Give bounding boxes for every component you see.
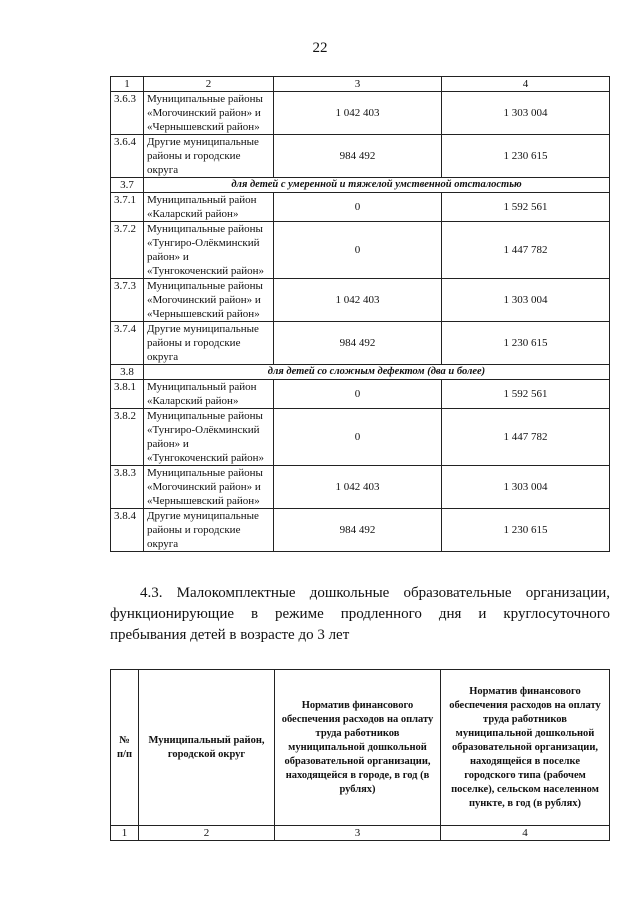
row-code: 3.6.4 [111, 135, 144, 178]
row-code: 3.8.2 [111, 409, 144, 466]
row-city-value: 0 [274, 222, 442, 279]
section-code: 3.8 [111, 365, 144, 380]
row-district-name: Муниципальные районы «Могочинский район» и «Чернышевский район» [144, 466, 274, 509]
row-rural-value: 1 303 004 [442, 466, 610, 509]
section-row [111, 365, 610, 380]
row-rural-value: 1 230 615 [442, 135, 610, 178]
row-city-value: 984 492 [274, 509, 442, 552]
row-district-name: Муниципальные районы «Могочинский район» и «Чернышевский район» [144, 279, 274, 322]
header-row [111, 670, 610, 826]
row-code: 3.8.3 [111, 466, 144, 509]
row-code: 3.8.4 [111, 509, 144, 552]
column-number-row [111, 826, 610, 841]
row-city-value: 0 [274, 409, 442, 466]
column-number: 1 [111, 826, 139, 841]
header-city-normative: Норматив финансового обеспечения расходов на оплату труда работников муниципальной дошкольной образовательной организации, находящейся в городе, в год (в рублях) [275, 670, 441, 826]
row-rural-value: 1 592 561 [442, 193, 610, 222]
header-number: № п/п [111, 670, 139, 826]
table-row [111, 222, 610, 279]
small-schools-table [110, 669, 610, 841]
row-district-name: Муниципальные районы «Могочинский район» и «Чернышевский район» [144, 92, 274, 135]
section-title: для детей с умеренной и тяжелой умственной отсталостью [144, 178, 610, 193]
row-city-value: 984 492 [274, 135, 442, 178]
row-code: 3.7.4 [111, 322, 144, 365]
table-row [111, 279, 610, 322]
column-number: 1 [111, 77, 144, 92]
section-title: для детей со сложным дефектом (два и более) [144, 365, 610, 380]
column-number: 4 [441, 826, 610, 841]
row-rural-value: 1 592 561 [442, 380, 610, 409]
row-district-name: Другие муниципальные районы и городские округа [144, 322, 274, 365]
table-row [111, 409, 610, 466]
table-row [111, 466, 610, 509]
row-city-value: 984 492 [274, 322, 442, 365]
normative-table [110, 76, 610, 552]
row-code: 3.7.2 [111, 222, 144, 279]
section-row [111, 178, 610, 193]
row-city-value: 0 [274, 193, 442, 222]
column-number: 4 [442, 77, 610, 92]
column-number: 3 [275, 826, 441, 841]
table-row [111, 322, 610, 365]
row-code: 3.6.3 [111, 92, 144, 135]
column-number: 2 [139, 826, 275, 841]
row-city-value: 0 [274, 380, 442, 409]
row-district-name: Муниципальный район «Каларский район» [144, 193, 274, 222]
table-row [111, 193, 610, 222]
row-city-value: 1 042 403 [274, 466, 442, 509]
column-number-row [111, 77, 610, 92]
row-rural-value: 1 303 004 [442, 279, 610, 322]
column-number: 3 [274, 77, 442, 92]
row-code: 3.7.3 [111, 279, 144, 322]
section-paragraph [110, 583, 610, 646]
section-code: 3.7 [111, 178, 144, 193]
row-city-value: 1 042 403 [274, 279, 442, 322]
row-rural-value: 1 447 782 [442, 409, 610, 466]
row-code: 3.8.1 [111, 380, 144, 409]
table-row [111, 135, 610, 178]
row-rural-value: 1 447 782 [442, 222, 610, 279]
column-number: 2 [144, 77, 274, 92]
header-district: Муниципальный район, городской округ [139, 670, 275, 826]
row-district-name: Муниципальные районы «Тунгиро-Олёкминский район» и «Тунгокоченский район» [144, 409, 274, 466]
row-district-name: Муниципальные районы «Тунгиро-Олёкминский район» и «Тунгокоченский район» [144, 222, 274, 279]
table-row [111, 380, 610, 409]
header-rural-normative: Норматив финансового обеспечения расходов на оплату труда работников муниципальной дошкольной образовательной организации, находящейся в поселке городского типа (рабочем поселке), сельском населенном пункте, в год (в рублях) [441, 670, 610, 826]
table-row [111, 92, 610, 135]
row-rural-value: 1 230 615 [442, 509, 610, 552]
row-rural-value: 1 303 004 [442, 92, 610, 135]
row-code: 3.7.1 [111, 193, 144, 222]
page-number: 22 [312, 40, 328, 56]
row-rural-value: 1 230 615 [442, 322, 610, 365]
paragraph-text: 4.3. Малокомплектные дошкольные образовательные организации, функционирующие в режиме продленного дня и круглосуточного пребывания детей в возрасте до 3 лет [110, 585, 610, 643]
table-row [111, 509, 610, 552]
row-district-name: Муниципальный район «Каларский район» [144, 380, 274, 409]
row-district-name: Другие муниципальные районы и городские округа [144, 509, 274, 552]
row-district-name: Другие муниципальные районы и городские округа [144, 135, 274, 178]
row-city-value: 1 042 403 [274, 92, 442, 135]
